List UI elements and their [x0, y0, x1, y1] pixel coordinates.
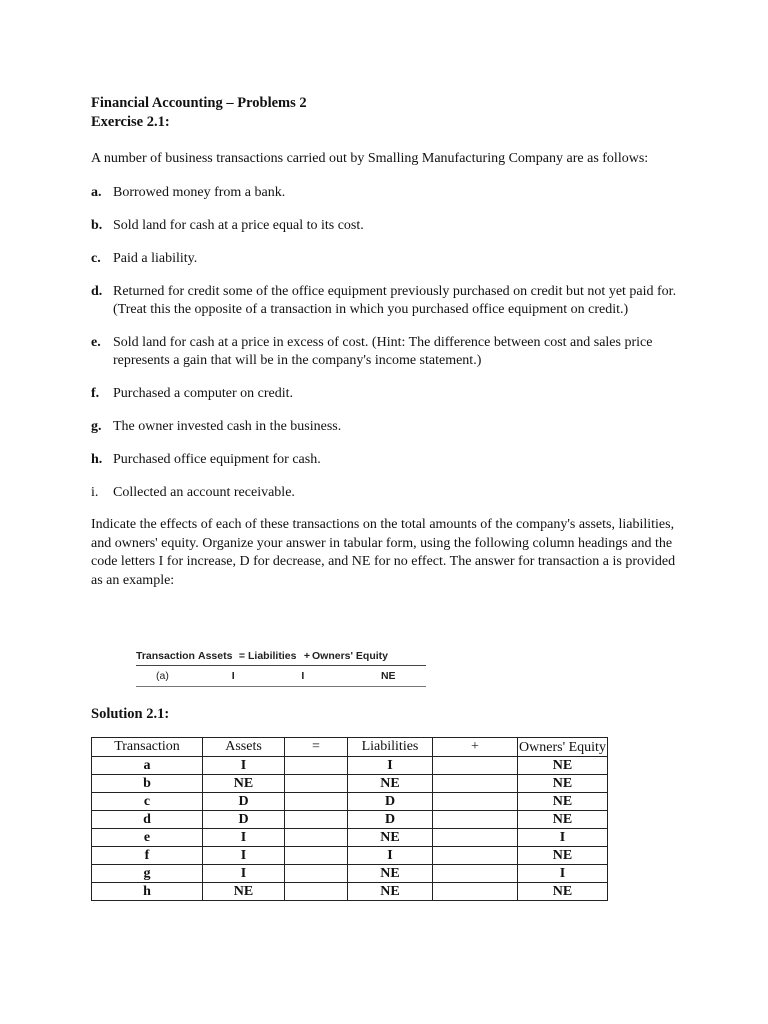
- table-cell: NE: [518, 757, 608, 775]
- table-cell: g: [92, 865, 203, 883]
- table-header-cell: +: [433, 738, 518, 757]
- list-item-letter: e.: [91, 335, 101, 350]
- table-row: [92, 829, 608, 847]
- table-cell: NE: [518, 811, 608, 829]
- list-item-text: Returned for credit some of the office equipment previously purchased on credit but not yet paid for. (Treat this the opposite of a transaction in which you purchased office equipment on credit.): [113, 284, 677, 317]
- example-cell: I: [231, 669, 235, 682]
- table-cell: NE: [203, 883, 285, 901]
- example-rule: [136, 665, 426, 666]
- list-item: [91, 484, 691, 502]
- table-row: [92, 811, 608, 829]
- list-item-text: Sold land for cash at a price in excess of cost. (Hint: The difference between cost and sales price represents a gain that will be in the company's income statement.): [113, 335, 653, 368]
- table-cell: D: [203, 793, 285, 811]
- table-row: [92, 757, 608, 775]
- table-cell: NE: [518, 883, 608, 901]
- table-cell: I: [348, 847, 433, 865]
- list-item-letter: i.: [91, 485, 99, 500]
- list-item-letter: c.: [91, 251, 101, 266]
- list-item-text: Sold land for cash at a price equal to its cost.: [113, 218, 364, 233]
- table-row: [92, 775, 608, 793]
- solution-table: [91, 737, 608, 901]
- table-header-cell: Transaction: [92, 738, 203, 757]
- instructions-paragraph: Indicate the effects of each of these transactions on the total amounts of the company's assets, liabilities, and owners' equity. Organize your answer in tabular form, using the following column headings and the code letters I for increase, D for decrease, and NE for no effect. The answer for transaction a is provided as an example:: [91, 517, 676, 588]
- list-item-text: The owner invested cash in the business.: [113, 419, 342, 434]
- table-header-cell: Liabilities: [348, 738, 433, 757]
- list-item-text: Purchased a computer on credit.: [113, 386, 293, 401]
- table-cell: I: [203, 757, 285, 775]
- list-item-letter: b.: [91, 218, 103, 233]
- table-cell: [285, 865, 348, 883]
- example-cell: (a): [156, 669, 169, 682]
- table-row: [92, 793, 608, 811]
- table-cell: NE: [203, 775, 285, 793]
- table-cell: NE: [348, 775, 433, 793]
- table-cell: b: [92, 775, 203, 793]
- table-row: [92, 865, 608, 883]
- example-header-cell: +: [303, 649, 311, 662]
- list-item-letter: f.: [91, 386, 100, 401]
- table-cell: D: [348, 793, 433, 811]
- table-cell: [285, 811, 348, 829]
- table-cell: [433, 775, 518, 793]
- list-item: [91, 250, 691, 268]
- table-cell: f: [92, 847, 203, 865]
- table-cell: [433, 829, 518, 847]
- table-cell: [433, 883, 518, 901]
- list-item: [91, 418, 691, 436]
- table-cell: [433, 865, 518, 883]
- solution-heading: Solution 2.1:: [91, 706, 170, 722]
- table-body: [92, 757, 608, 901]
- list-item-letter: d.: [91, 284, 103, 299]
- list-item-letter: h.: [91, 452, 103, 467]
- example-cell: NE: [380, 669, 396, 682]
- table-cell: I: [203, 829, 285, 847]
- table-cell: NE: [348, 829, 433, 847]
- example-header-cell: =: [238, 649, 246, 662]
- exercise-heading: Exercise 2.1:: [91, 114, 170, 130]
- example-table: [136, 647, 426, 687]
- table-cell: NE: [348, 883, 433, 901]
- list-item: [91, 451, 691, 469]
- transaction-list: [91, 184, 691, 502]
- table-cell: h: [92, 883, 203, 901]
- list-item-text: Borrowed money from a bank.: [113, 185, 286, 200]
- example-header-cell: Transaction: [136, 649, 195, 662]
- table-cell: I: [518, 865, 608, 883]
- document-title: Financial Accounting – Problems 2: [91, 95, 307, 111]
- list-item-text: Paid a liability.: [113, 251, 198, 266]
- table-cell: [285, 775, 348, 793]
- table-cell: [285, 793, 348, 811]
- table-cell: I: [518, 829, 608, 847]
- table-cell: a: [92, 757, 203, 775]
- list-item: [91, 385, 691, 403]
- list-item: [91, 283, 691, 319]
- table-cell: c: [92, 793, 203, 811]
- table-cell: I: [203, 865, 285, 883]
- table-row: [92, 883, 608, 901]
- table-header-cell: =: [285, 738, 348, 757]
- table-cell: NE: [518, 793, 608, 811]
- example-cell: I: [301, 669, 305, 682]
- table-cell: NE: [348, 865, 433, 883]
- example-header-cell: Owners' Equity: [312, 649, 389, 662]
- example-data-row: [136, 667, 426, 684]
- list-item-text: Purchased office equipment for cash.: [113, 452, 321, 467]
- table-cell: I: [203, 847, 285, 865]
- table-cell: I: [348, 757, 433, 775]
- table-cell: [433, 793, 518, 811]
- table-header-cell: Assets: [203, 738, 285, 757]
- table-cell: NE: [518, 775, 608, 793]
- document-page: [91, 94, 691, 590]
- table-cell: [433, 757, 518, 775]
- table-cell: d: [92, 811, 203, 829]
- example-rule: [136, 686, 426, 687]
- list-item-text: Collected an account receivable.: [113, 485, 295, 500]
- list-item-letter: g.: [91, 419, 102, 434]
- intro-paragraph: A number of business transactions carried out by Smalling Manufacturing Company are as follows:: [91, 151, 649, 166]
- table-cell: [285, 847, 348, 865]
- table-cell: [433, 847, 518, 865]
- table-cell: D: [348, 811, 433, 829]
- table-cell: NE: [518, 847, 608, 865]
- list-item: [91, 184, 691, 202]
- list-item: [91, 334, 691, 370]
- table-cell: e: [92, 829, 203, 847]
- example-header-cell: Assets: [198, 649, 233, 662]
- table-cell: [285, 883, 348, 901]
- example-header-cell: Liabilities: [248, 649, 297, 662]
- table-cell: [285, 757, 348, 775]
- table-cell: D: [203, 811, 285, 829]
- table-header-cell: Owners' Equity: [518, 738, 608, 757]
- table-row: [92, 847, 608, 865]
- example-header-row: [136, 647, 426, 664]
- table-cell: [285, 829, 348, 847]
- list-item-letter: a.: [91, 185, 102, 200]
- table-header-row: [92, 738, 608, 757]
- list-item: [91, 217, 691, 235]
- table-cell: [433, 811, 518, 829]
